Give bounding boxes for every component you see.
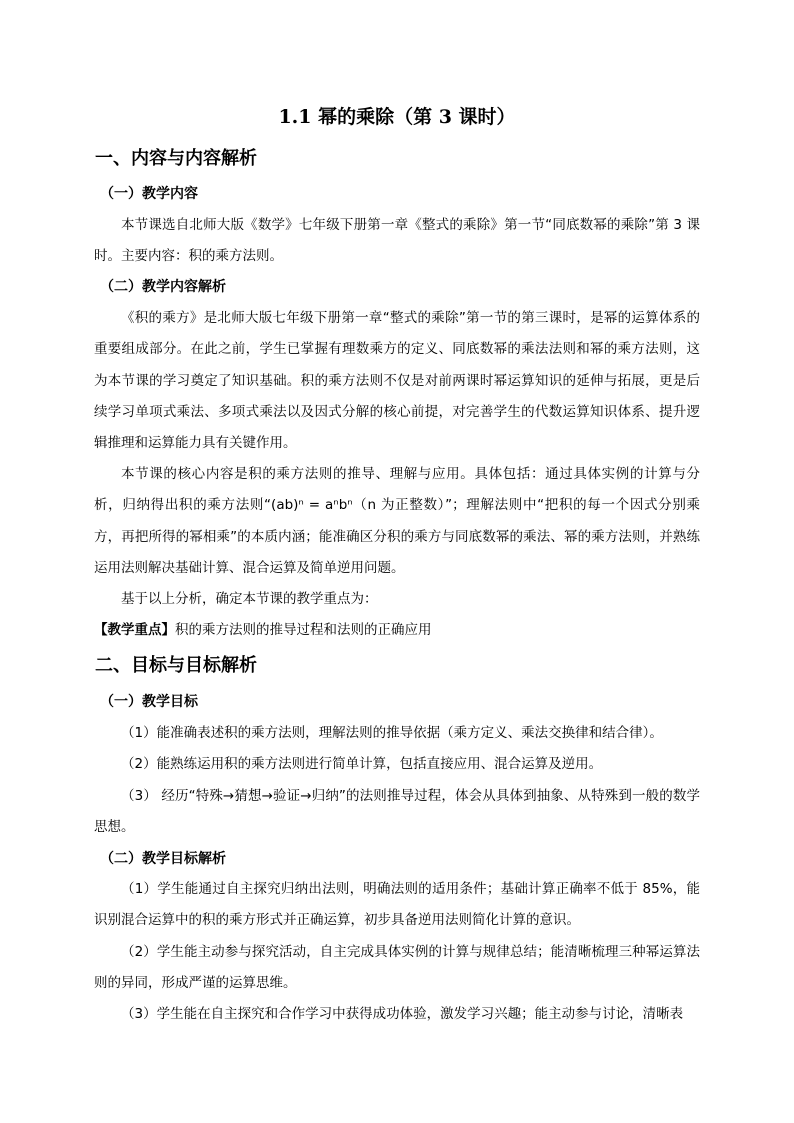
paragraph-content-analysis-2: 本节课的核心内容是积的乘方法则的推导、理解与应用。具体包括：通过具体实例的计算与分析，归纳得出积的乘方法则“(ab)ⁿ = aⁿbⁿ（n 为正整数）”；理解法则中“把积的每一个因式分别乘方，再把所得的幂相乘”的本质内涵；能准确区分积的乘方与同底数幂的乘法、幂的乘方法则，并熟练运用法则解决基础计算、混合运算及简单逆用问题。: [94, 466, 700, 576]
subheading-teaching-content: （一）教学内容: [100, 186, 198, 202]
key-point-label: 【教学重点】: [94, 622, 175, 638]
goal-analysis-1: （1）学生能通过自主探究归纳出法则，明确法则的适用条件；基础计算正确率不低于 85%，能识别混合运算中的积的乘方形式并正确运算，初步具备逆用法则简化计算的意识。: [94, 881, 700, 929]
subheading-content-analysis: （二）教学内容解析: [100, 279, 226, 295]
section-heading-goals: 二、目标与目标解析: [95, 655, 257, 676]
goal-item-1: （1）能准确表述积的乘方法则，理解法则的推导依据（乘方定义、乘法交换律和结合律）。: [121, 725, 663, 741]
goal-item-2: （2）能熟练运用积的乘方法则进行简单计算，包括直接应用、混合运算及逆用。: [121, 756, 603, 772]
key-point-text: 积的乘方法则的推导过程和法则的正确应用: [175, 622, 432, 638]
document-title: 1.1 幂的乘除（第 3 课时）: [278, 106, 516, 128]
goal-analysis-3: （3）学生能在自主探究和合作学习中获得成功体验，激发学习兴趣；能主动参与讨论，清晰表: [121, 1006, 684, 1022]
paragraph-key-point-intro: 基于以上分析，确定本节课的教学重点为：: [121, 591, 378, 607]
paragraph-teaching-content: 本节课选自北师大版《数学》七年级下册第一章《整式的乘除》第一节“同底数幂的乘除”第 3 课时。主要内容：积的乘方法则。: [94, 217, 700, 265]
subheading-teaching-goals: （一）教学目标: [100, 694, 198, 710]
key-point-line: [94, 615, 700, 646]
section-heading-content: 一、内容与内容解析: [95, 148, 257, 169]
subheading-goal-analysis: （二）教学目标解析: [100, 851, 226, 867]
paragraph-content-analysis-1: 《积的乘方》是北师大版七年级下册第一章“整式的乘除”第一节的第三课时，是幂的运算体系的重要组成部分。在此之前，学生已掌握有理数乘方的定义、同底数幂的乘法法则和幂的乘方法则，这为本节课的学习奠定了知识基础。积的乘方法则不仅是对前两课时幂运算知识的延伸与拓展，更是后续学习单项式乘法、多项式乘法以及因式分解的核心前提，对完善学生的代数运算知识体系、提升逻辑推理和运算能力具有关键作用。: [94, 310, 700, 452]
goal-item-3: （3） 经历“特殊→猜想→验证→归纳”的法则推导过程，体会从具体到抽象、从特殊到一般的数学思想。: [94, 788, 700, 836]
goal-analysis-2: （2）学生能主动参与探究活动，自主完成具体实例的计算与规律总结；能清晰梳理三种幂运算法则的异同，形成严谨的运算思维。: [94, 944, 700, 992]
